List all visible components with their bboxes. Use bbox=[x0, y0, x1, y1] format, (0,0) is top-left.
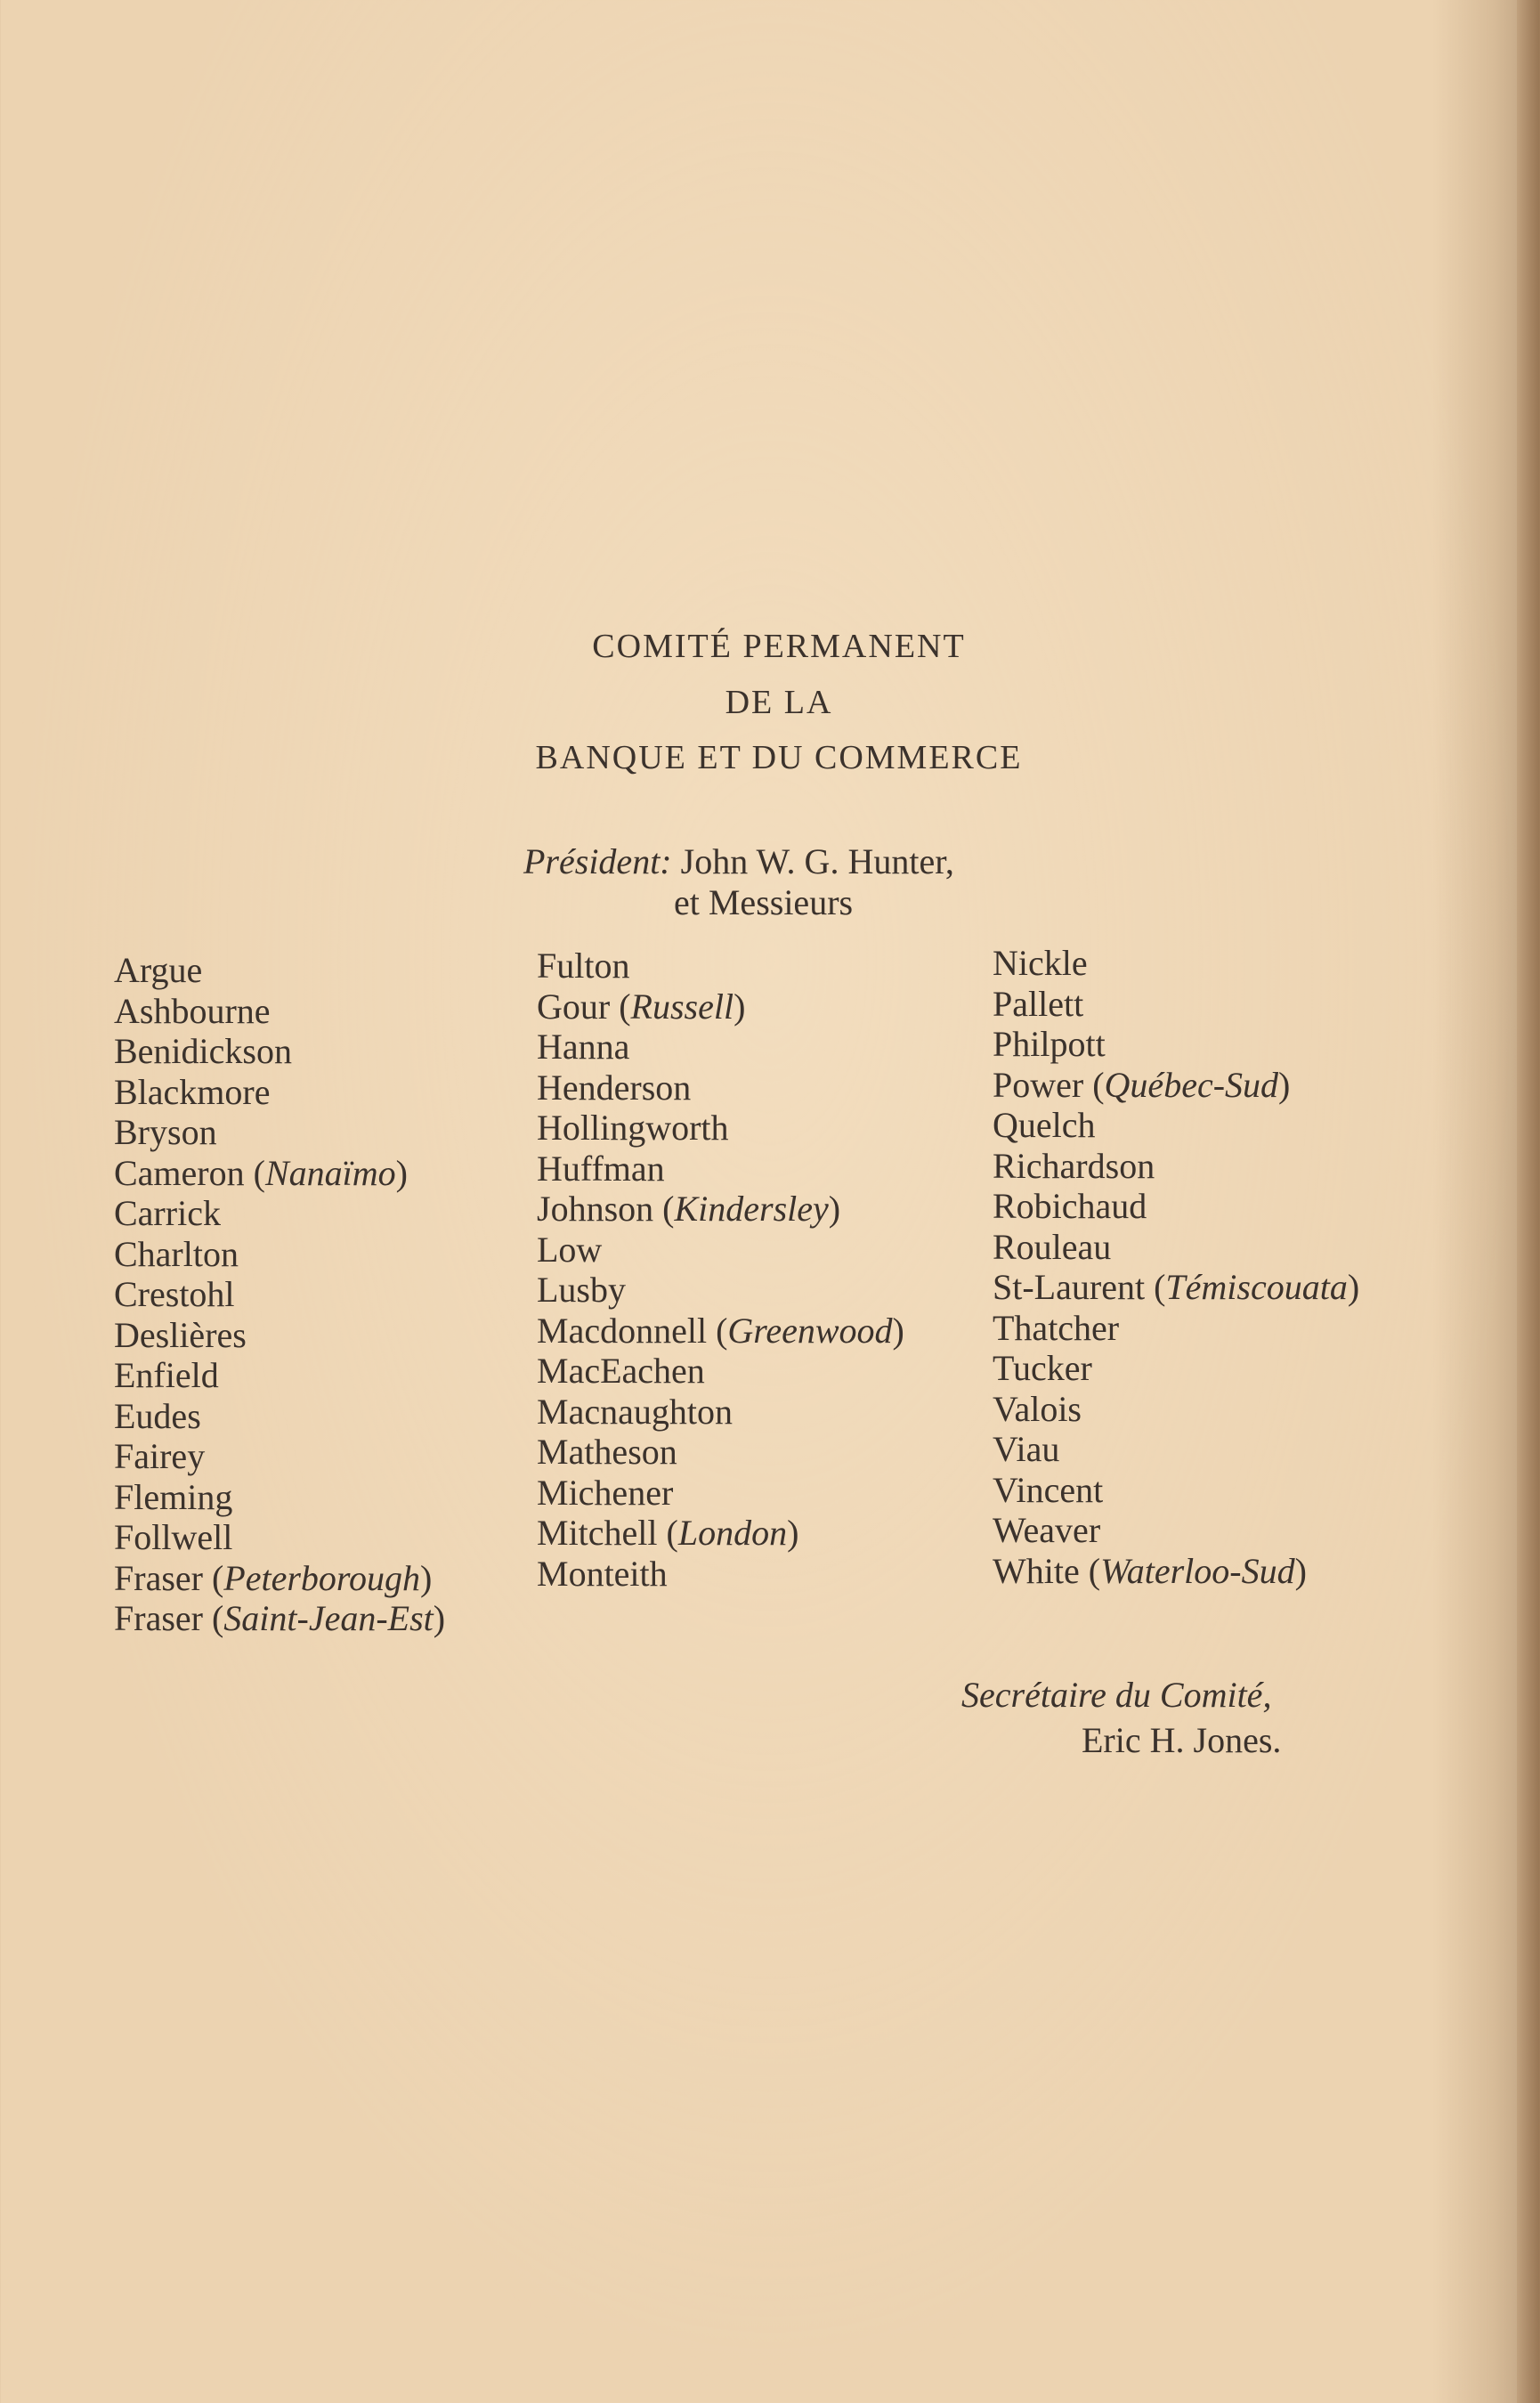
member-item: Macdonnell (Greenwood) bbox=[537, 1310, 904, 1351]
member-item bbox=[537, 1432, 904, 1473]
members-column-3 bbox=[993, 943, 1359, 1591]
member-item bbox=[114, 991, 445, 1032]
member-item bbox=[114, 1031, 445, 1072]
committee-title-line-2: DE LA bbox=[725, 684, 833, 721]
member-riding: London bbox=[677, 1513, 788, 1553]
member-item: Mitchell (London) bbox=[537, 1513, 799, 1553]
president-role: Président: bbox=[523, 841, 672, 881]
member-name: Monteith bbox=[537, 1553, 668, 1594]
committee-title-line-1: COMITÉ PERMANENT bbox=[592, 628, 966, 665]
member-name: Fraser bbox=[114, 1557, 203, 1598]
member-name: Huffman bbox=[537, 1148, 665, 1189]
member-name: Macnaughton bbox=[537, 1391, 733, 1432]
member-name: Michener bbox=[537, 1472, 674, 1513]
committee-title-line-3: BANQUE ET DU COMMERCE bbox=[535, 739, 1023, 776]
member-name: Richardson bbox=[993, 1145, 1155, 1186]
member-name: Rouleau bbox=[993, 1226, 1112, 1267]
member-item bbox=[537, 1027, 904, 1068]
member-riding: Témiscouata bbox=[1165, 1267, 1348, 1307]
member-item bbox=[993, 1146, 1359, 1187]
member-name: Crestohl bbox=[114, 1274, 235, 1314]
member-item: Fraser (Peterborough) bbox=[114, 1557, 433, 1598]
member-name: Argue bbox=[114, 950, 203, 990]
member-riding: Greenwood bbox=[727, 1310, 893, 1351]
member-name: Fleming bbox=[114, 1476, 233, 1517]
member-item bbox=[993, 1308, 1359, 1349]
member-item: St-Laurent (Témiscouata) bbox=[993, 1267, 1360, 1307]
member-name: Bryson bbox=[114, 1112, 217, 1152]
member-name: Valois bbox=[993, 1388, 1082, 1429]
member-name: Robichaud bbox=[993, 1186, 1147, 1226]
member-name: Fulton bbox=[537, 946, 630, 986]
member-item: White (Waterloo-Sud) bbox=[993, 1550, 1307, 1591]
member-item bbox=[537, 1068, 904, 1108]
member-item bbox=[993, 1105, 1359, 1146]
member-item bbox=[114, 1477, 445, 1518]
member-riding: Québec-Sud bbox=[1104, 1064, 1279, 1105]
member-item bbox=[537, 946, 904, 986]
member-name: Thatcher bbox=[993, 1307, 1120, 1348]
member-name: Low bbox=[537, 1229, 603, 1270]
member-item: Cameron (Nanaïmo) bbox=[114, 1152, 408, 1193]
member-item bbox=[114, 1436, 445, 1477]
member-item bbox=[114, 1517, 445, 1558]
member-item bbox=[993, 1024, 1359, 1065]
member-riding: Kindersley bbox=[674, 1189, 829, 1229]
member-name: Tucker bbox=[993, 1348, 1092, 1388]
members-column-1 bbox=[114, 950, 445, 1639]
member-item bbox=[993, 1227, 1359, 1268]
member-item bbox=[114, 1315, 445, 1356]
member-item bbox=[993, 1510, 1359, 1551]
member-name: Nickle bbox=[993, 943, 1088, 983]
member-name: Power bbox=[993, 1064, 1084, 1105]
member-item bbox=[114, 1355, 445, 1396]
member-name: White bbox=[993, 1550, 1080, 1591]
member-item bbox=[114, 1072, 445, 1113]
member-name: St-Laurent bbox=[993, 1267, 1146, 1307]
member-riding: Russell bbox=[630, 986, 734, 1027]
member-name: Henderson bbox=[537, 1067, 692, 1108]
member-item bbox=[537, 1473, 904, 1514]
member-item bbox=[114, 950, 445, 991]
secretary-title: Secrétaire du Comité, bbox=[961, 1675, 1272, 1715]
member-item bbox=[993, 1348, 1359, 1389]
member-name: Philpott bbox=[993, 1024, 1106, 1064]
member-name: Enfield bbox=[114, 1355, 219, 1395]
president-line bbox=[523, 840, 954, 882]
member-item bbox=[537, 1392, 904, 1433]
member-item bbox=[537, 1108, 904, 1149]
member-item: Power (Québec-Sud) bbox=[993, 1064, 1291, 1105]
member-name: Matheson bbox=[537, 1432, 677, 1472]
secretary-name: Eric H. Jones. bbox=[1082, 1720, 1282, 1760]
member-riding: Nanaïmo bbox=[264, 1152, 396, 1193]
member-item bbox=[993, 1186, 1359, 1227]
member-item bbox=[114, 1396, 445, 1437]
member-item: Fraser (Saint-Jean-Est) bbox=[114, 1598, 446, 1638]
member-name: Fraser bbox=[114, 1598, 203, 1638]
member-riding: Waterloo-Sud bbox=[1100, 1550, 1295, 1591]
member-item bbox=[993, 1470, 1359, 1511]
member-name: Hollingworth bbox=[537, 1108, 729, 1148]
member-riding: Saint-Jean-Est bbox=[223, 1598, 434, 1638]
members-column-2 bbox=[537, 946, 904, 1594]
member-name: Quelch bbox=[993, 1105, 1096, 1145]
and-messieurs: et Messieurs bbox=[674, 882, 854, 922]
member-name: Blackmore bbox=[114, 1071, 271, 1112]
page-spine-shadow bbox=[1517, 0, 1540, 2403]
member-item bbox=[993, 1389, 1359, 1430]
member-name: Deslières bbox=[114, 1314, 247, 1355]
member-name: Hanna bbox=[537, 1027, 630, 1067]
member-name: Fairey bbox=[114, 1436, 206, 1476]
member-name: Weaver bbox=[993, 1510, 1101, 1550]
member-item bbox=[537, 1270, 904, 1311]
member-name: MacEachen bbox=[537, 1351, 705, 1391]
member-name: Gour bbox=[537, 986, 611, 1027]
member-item bbox=[537, 1149, 904, 1189]
member-item bbox=[537, 1351, 904, 1392]
member-name: Lusby bbox=[537, 1270, 626, 1310]
member-name: Viau bbox=[993, 1429, 1060, 1469]
member-item: Johnson (Kindersley) bbox=[537, 1189, 841, 1229]
president-name: John W. G. Hunter, bbox=[680, 841, 954, 881]
member-item bbox=[114, 1274, 445, 1315]
member-name: Cameron bbox=[114, 1152, 245, 1193]
member-item bbox=[114, 1234, 445, 1275]
member-name: Vincent bbox=[993, 1469, 1104, 1510]
member-item bbox=[537, 1230, 904, 1271]
member-riding: Peterborough bbox=[223, 1557, 420, 1598]
member-name: Follwell bbox=[114, 1517, 233, 1557]
member-item bbox=[114, 1112, 445, 1153]
member-item bbox=[993, 943, 1359, 984]
member-name: Carrick bbox=[114, 1193, 221, 1233]
member-item bbox=[993, 1429, 1359, 1470]
member-name: Eudes bbox=[114, 1395, 201, 1436]
member-name: Benidickson bbox=[114, 1031, 292, 1071]
member-item bbox=[537, 1554, 904, 1595]
member-name: Charlton bbox=[114, 1233, 239, 1274]
member-name: Pallett bbox=[993, 983, 1084, 1024]
member-item bbox=[114, 1193, 445, 1234]
member-name: Mitchell bbox=[537, 1513, 658, 1553]
member-name: Johnson bbox=[537, 1189, 654, 1229]
member-name: Macdonnell bbox=[537, 1310, 708, 1351]
member-item: Gour (Russell) bbox=[537, 986, 746, 1027]
member-name: Ashbourne bbox=[114, 990, 271, 1031]
member-item bbox=[993, 984, 1359, 1025]
